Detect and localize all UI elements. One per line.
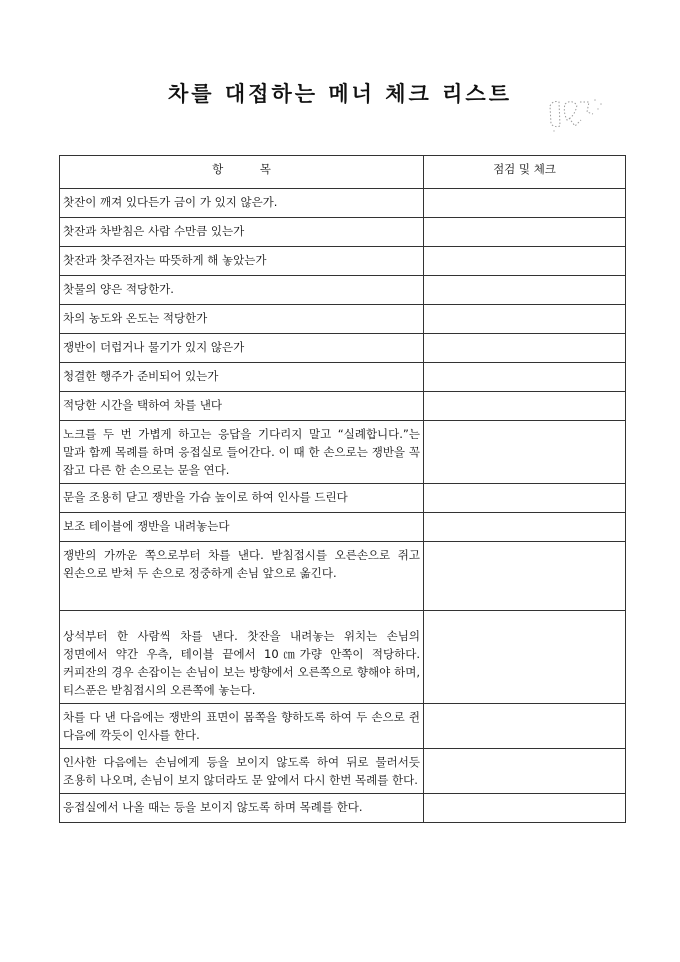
table-row bbox=[60, 542, 626, 611]
item-cell: 보조 테이블에 쟁반을 내려놓는다 bbox=[60, 513, 424, 542]
item-cell: 차의 농도와 온도는 적당한가 bbox=[60, 305, 424, 334]
item-cell: 찻잔과 찻주전자는 따뜻하게 해 놓았는가 bbox=[60, 247, 424, 276]
table-row bbox=[60, 794, 626, 823]
item-cell: 노크를 두 번 가볍게 하고는 응답을 기다리지 말고 “실례합니다.”는 말과 함께 목례를 하며 응접실로 들어간다. 이 때 한 손으로는 쟁반을 꼭 잡고 다른 한 손으로는 문을 연다. bbox=[60, 421, 424, 484]
item-cell: 인사한 다음에는 손님에게 등을 보이지 않도록 하여 뒤로 물러서듯 조용히 나오며, 손님이 보지 않더라도 문 앞에서 다시 한번 목례를 한다. bbox=[60, 749, 424, 794]
item-cell: 쟁반이 더럽거나 물기가 있지 않은가 bbox=[60, 334, 424, 363]
table-row bbox=[60, 704, 626, 749]
check-cell[interactable] bbox=[424, 334, 626, 363]
table-row bbox=[60, 247, 626, 276]
table-row bbox=[60, 421, 626, 484]
check-cell[interactable] bbox=[424, 421, 626, 484]
table-row bbox=[60, 392, 626, 421]
check-cell[interactable] bbox=[424, 218, 626, 247]
faint-stamp-mark bbox=[545, 96, 607, 134]
check-cell[interactable] bbox=[424, 392, 626, 421]
check-cell[interactable] bbox=[424, 513, 626, 542]
document-title: 차를 대접하는 메너 체크 리스트 bbox=[168, 81, 512, 106]
check-cell[interactable] bbox=[424, 363, 626, 392]
check-cell[interactable] bbox=[424, 749, 626, 794]
table-row bbox=[60, 484, 626, 513]
table-row bbox=[60, 513, 626, 542]
check-column-header: 점검 및 체크 bbox=[424, 156, 626, 189]
item-cell: 적당한 시간을 택하여 차를 낸다 bbox=[60, 392, 424, 421]
header-row bbox=[60, 156, 626, 189]
item-cell: 찻잔이 깨져 있다든가 금이 가 있지 않은가. bbox=[60, 189, 424, 218]
check-cell[interactable] bbox=[424, 189, 626, 218]
item-cell: 응접실에서 나올 때는 등을 보이지 않도록 하며 목례를 한다. bbox=[60, 794, 424, 823]
table-row bbox=[60, 334, 626, 363]
item-cell: 찻물의 양은 적당한가. bbox=[60, 276, 424, 305]
table-row bbox=[60, 363, 626, 392]
item-cell: 차를 다 낸 다음에는 쟁반의 표면이 몸쪽을 향하도록 하여 두 손으로 쥔 다음에 깍듯이 인사를 한다. bbox=[60, 704, 424, 749]
item-cell: 찻잔과 차받침은 사람 수만큼 있는가 bbox=[60, 218, 424, 247]
check-cell[interactable] bbox=[424, 611, 626, 704]
table-row bbox=[60, 611, 626, 704]
table-row bbox=[60, 189, 626, 218]
check-cell[interactable] bbox=[424, 305, 626, 334]
item-cell: 쟁반의 가까운 쪽으로부터 차를 낸다. 받침접시를 오른손으로 쥐고 왼손으로 받쳐 두 손으로 정중하게 손님 앞으로 옮긴다. bbox=[60, 542, 424, 611]
item-cell: 문을 조용히 닫고 쟁반을 가슴 높이로 하여 인사를 드린다 bbox=[60, 484, 424, 513]
check-cell[interactable] bbox=[424, 704, 626, 749]
item-cell: 상석부터 한 사람씩 차를 낸다. 찻잔을 내려놓는 위치는 손님의 정면에서 약간 우측, 테이블 끝에서 10㎝가량 안쪽이 적당하다. 커피잔의 경우 손잡이는 손님이 보는 방향에서 오른쪽으로 향해야 하며, 티스푼은 받침접시의 오른쪽에 놓는다. bbox=[60, 611, 424, 704]
table-row bbox=[60, 749, 626, 794]
table-row bbox=[60, 218, 626, 247]
item-cell: 청결한 행주가 준비되어 있는가 bbox=[60, 363, 424, 392]
check-cell[interactable] bbox=[424, 247, 626, 276]
checklist-table bbox=[59, 155, 626, 823]
table-row bbox=[60, 305, 626, 334]
table-row bbox=[60, 276, 626, 305]
check-cell[interactable] bbox=[424, 484, 626, 513]
check-cell[interactable] bbox=[424, 542, 626, 611]
check-cell[interactable] bbox=[424, 794, 626, 823]
item-column-header: 항 목 bbox=[60, 156, 424, 189]
check-cell[interactable] bbox=[424, 276, 626, 305]
